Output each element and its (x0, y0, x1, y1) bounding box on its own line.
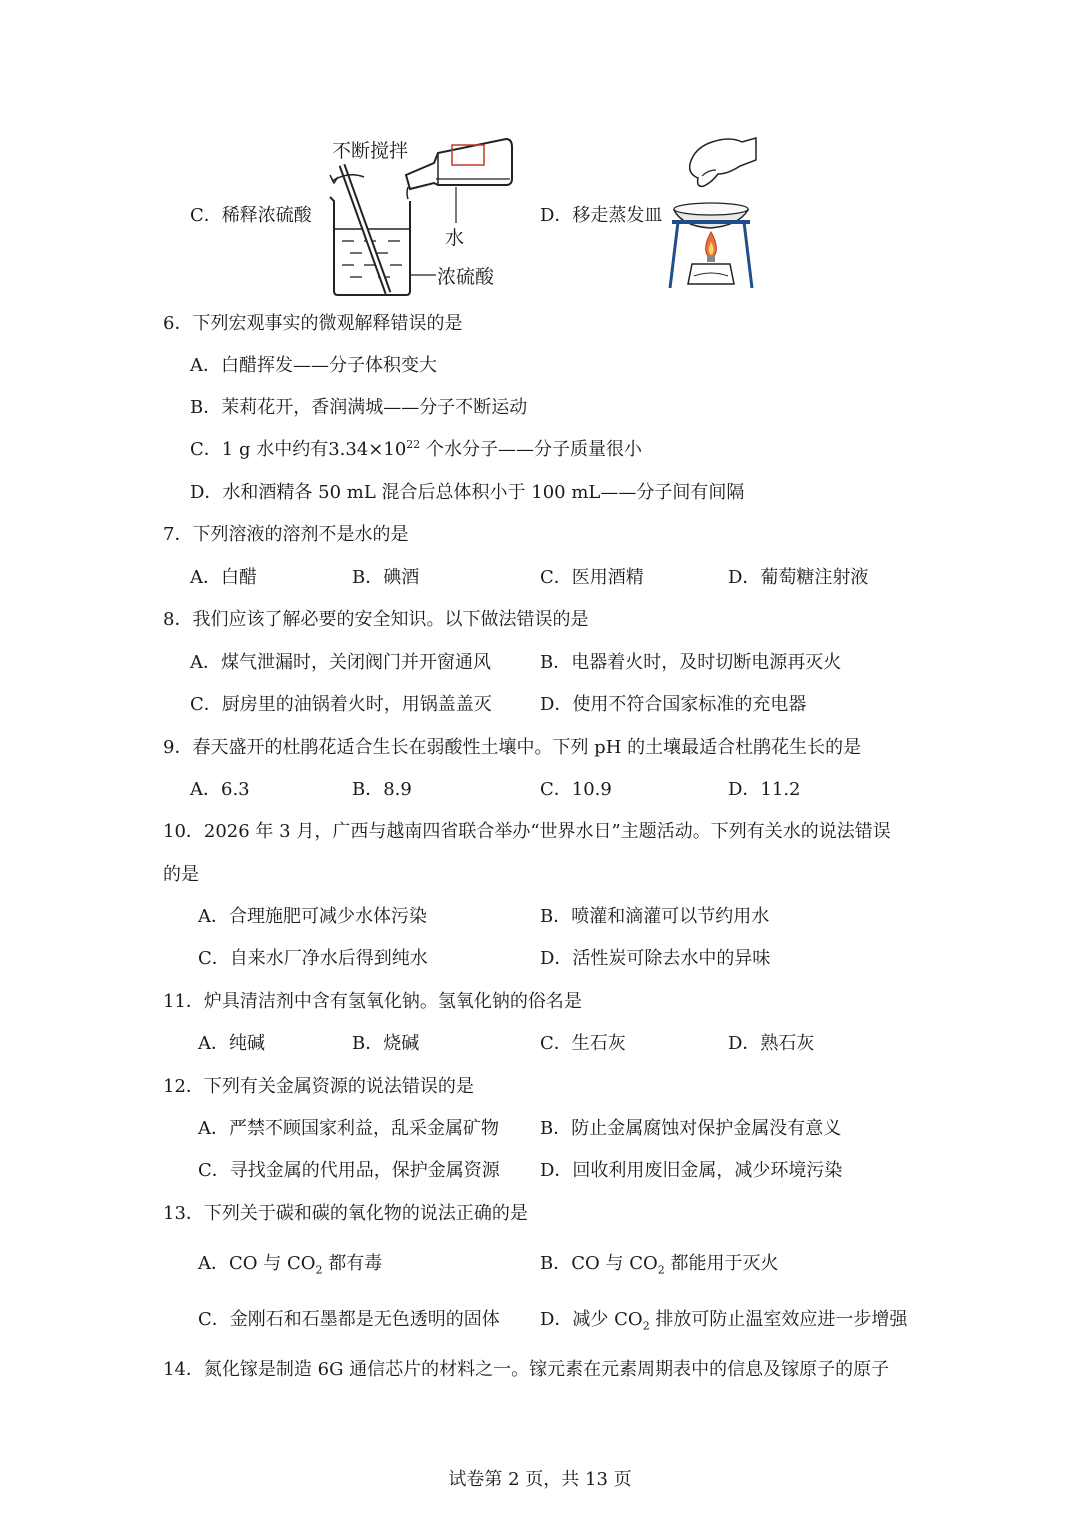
q6-c-exp: 22 (406, 438, 421, 451)
q13-b-sub: 2 (657, 1263, 665, 1277)
q10-option-d: D．活性炭可除去水中的异味 (540, 948, 771, 969)
q11-option-c: C．生石灰 (540, 1033, 626, 1054)
acid-label: 浓硫酸 (437, 266, 495, 288)
q12-option-d: D．回收利用废旧金属，减少环境污染 (540, 1160, 843, 1181)
q6-option-c (190, 438, 642, 462)
q10-option-c: C．自来水厂净水后得到纯水 (198, 948, 428, 969)
q7-option-a: A．白醋 (190, 567, 257, 588)
q12-option-a: A．严禁不顾国家利益，乱采金属矿物 (198, 1118, 499, 1139)
q6-option-d: D．水和酒精各 50 mL 混合后总体积小于 100 mL——分子间有间隔 (190, 482, 745, 503)
q13-a-sub: 2 (315, 1263, 323, 1277)
q8-option-b: B．电器着火时，及时切断电源再灭火 (540, 652, 842, 673)
q11-option-b: B．烧碱 (352, 1033, 420, 1054)
q13-d-pre: D．减少 CO (540, 1309, 643, 1330)
q9-option-a: A．6.3 (190, 779, 250, 800)
q10-stem-line1: 10．2026 年 3 月，广西与越南四省联合举办“世界水日”主题活动。下列有关水的说法错误 (163, 821, 891, 842)
q10-option-a: A．合理施肥可减少水体污染 (198, 906, 427, 927)
q13-d-post: 排放可防止温室效应进一步增强 (655, 1309, 908, 1330)
q8-stem: 8．我们应该了解必要的安全知识。以下做法错误的是 (163, 609, 589, 630)
q12-option-c: C．寻找金属的代用品，保护金属资源 (198, 1160, 500, 1181)
q11-option-d: D．熟石灰 (728, 1033, 815, 1054)
q13-b-pre: B．CO 与 CO (540, 1253, 658, 1274)
option-d-label: D．移走蒸发皿 (540, 205, 663, 226)
q14-stem: 14．氮化镓是制造 6G 通信芯片的材料之一。镓元素在元素周期表中的信息及镓原子的原子 (163, 1359, 890, 1380)
q13-option-b (540, 1252, 778, 1276)
q7-stem: 7．下列溶液的溶剂不是水的是 (163, 524, 409, 545)
q9-stem: 9．春天盛开的杜鹃花适合生长在弱酸性土壤中。下列 pH 的土壤最适合杜鹃花生长的是 (163, 737, 862, 758)
q9-option-c: C．10.9 (540, 779, 612, 800)
q9-option-b: B．8.9 (352, 779, 412, 800)
q9-option-d: D．11.2 (728, 779, 801, 800)
q6-option-b: B．茉莉花开，香润满城——分子不断运动 (190, 397, 528, 418)
q13-option-d (540, 1308, 907, 1332)
q13-a-pre: A．CO 与 CO (198, 1253, 316, 1274)
q6-option-a: A．白醋挥发——分子体积变大 (190, 355, 437, 376)
q6-stem: 6．下列宏观事实的微观解释错误的是 (163, 313, 463, 334)
q7-option-c: C．医用酒精 (540, 567, 644, 588)
q10-option-b: B．喷灌和滴灌可以节约用水 (540, 906, 770, 927)
q7-option-b: B．碘酒 (352, 567, 420, 588)
q7-option-d: D．葡萄糖注射液 (728, 567, 869, 588)
page-footer: 试卷第 2 页，共 13 页 (448, 1469, 632, 1490)
q13-stem: 13．下列关于碳和碳的氧化物的说法正确的是 (163, 1203, 528, 1224)
q6-c-post: 个水分子——分子质量很小 (426, 439, 643, 460)
option-c-label: C．稀释浓硫酸 (190, 205, 312, 226)
q8-option-a: A．煤气泄漏时，关闭阀门并开窗通风 (190, 652, 491, 673)
q6-c-pre: C．1 g 水中约有 (190, 439, 329, 460)
stir-label: 不断搅拌 (332, 140, 409, 162)
q13-b-post: 都能用于灭火 (670, 1253, 779, 1274)
q11-stem: 11．炉具清洁剂中含有氢氧化钠。氢氧化钠的俗名是 (163, 991, 582, 1012)
q12-option-b: B．防止金属腐蚀对保护金属没有意义 (540, 1118, 842, 1139)
q11-option-a: A．纯碱 (198, 1033, 265, 1054)
q8-option-c: C．厨房里的油锅着火时，用锅盖盖灭 (190, 694, 492, 715)
q10-stem-line2: 的是 (163, 864, 199, 885)
q13-a-post: 都有毒 (328, 1253, 383, 1274)
q13-d-sub: 2 (642, 1319, 650, 1333)
q6-c-num: 3.34×10 (328, 439, 407, 460)
q13-option-c: C．金刚石和石墨都是无色透明的固体 (198, 1309, 500, 1330)
q13-option-a (198, 1252, 382, 1276)
water-label: 水 (445, 227, 465, 249)
remove-evaporating-dish-figure (668, 130, 758, 292)
q12-stem: 12．下列有关金属资源的说法错误的是 (163, 1076, 474, 1097)
q8-option-d: D．使用不符合国家标准的充电器 (540, 694, 807, 715)
